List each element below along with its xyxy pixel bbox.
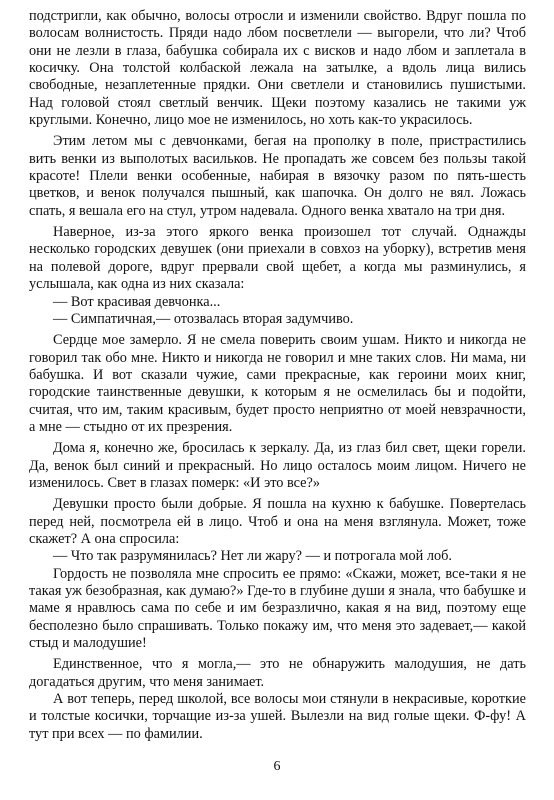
body-text (29, 8, 526, 743)
dialogue-line-3: — Что так разрумянилась? Нет ли жару? — и потрогала мой лоб. (53, 548, 452, 565)
paragraph-1: подстригли, как обычно, волосы отросли и изменили свойство. Вдруг пошла по волосам волнистость. Пряди надо лбом посветлели — выгорели, что ли? Чтоб они не лезли в глаза, бабушка собирала их с висков и надо лбом и заплетала в косичку. Она толстой колбаской лежала на затылке, а вдоль лица вились свободные, незаплетенные прядки. Они светлели и становились пушистыми. Над головой стоял светлый венчик. Щеки поэтому казались не такими уж круглыми. Конечно, лицо мое не изменилось, но хоть как-то украсилось. (29, 8, 526, 129)
paragraph-6: Девушки просто были добрые. Я пошла на кухню к бабушке. Повертелась перед ней, посмотрела ей в лицо. Чтоб и она на меня взглянула. Может, тоже скажет? А она спросила: (29, 496, 526, 547)
paragraph-5: Дома я, конечно же, бросилась к зеркалу. Да, из глаз бил свет, щеки горели. Да, венок был синий и прекрасный. Но лицо осталось моим лицом. Ничего не изменилось. Свет в глазах померк: «И это все?» (29, 440, 526, 491)
paragraph-8: Единственное, что я могла,— это не обнаружить малодушия, не дать догадаться другим, что меня занимает. (29, 656, 526, 690)
paragraph-9: А вот теперь, перед школой, все волосы мои стянули в некрасивые, короткие и толстые косички, торчащие из-за ушей. Вылезли на вид голые щеки. Ф-фу! А тут при всех — по фамилии. (29, 691, 526, 742)
paragraph-4: Сердце мое замерло. Я не смела поверить своим ушам. Никто и никогда не говорил так обо мне. Никто и никогда не говорил и мне таких слов. Ни мама, ни бабушка. И вот сказали чужие, сами прекрасные, как героини моих книг, городские таинственные девушки, к которым я не осмелилась бы и подойти, считая, что им, таким красивым, будет просто неприятно от моей невзрачности, а мне — стыдно от их презрения. (29, 332, 526, 435)
paragraph-2: Этим летом мы с девчонками, бегая на прополку в поле, пристрастились вить венки из выполотых васильков. Не пропадать же совсем без пользы такой красоте! Плели венки особенные, набирая в вязочку разом по пять-шесть цветков, и венок получался пышный, как шапочка. Он долго не вял. Ложась спать, я вешала его на стул, утром надевала. Одного венка хватало на три дня. (29, 133, 526, 219)
paragraph-3: Наверное, из-за этого яркого венка произошел тот случай. Однажды несколько городских девушек (они приехали в совхоз на уборку), встретив меня на полевой дороге, вдруг прервали свой щебет, а когда мы разминулись, я услышала, как одна из них сказала: (29, 224, 526, 293)
dialogue-line-1: — Вот красивая девчонка... (53, 293, 221, 310)
paragraph-7: Гордость не позволяла мне спросить ее прямо: «Скажи, может, все-таки я не такая уж безобразная, как думаю?» Где-то в глубине души я знала, что бабушке и маме я нравлюсь сама по себе и им безразлично, какая я на вид, поэтому еще бесполезно было спрашивать. Только покажу им, что меня это задевает,— какой стыд и малодушие! (29, 565, 526, 652)
dialogue-line-2: — Симпатичная,— отозвалась вторая задумчиво. (53, 310, 354, 327)
page-number: 6 (273, 759, 281, 774)
